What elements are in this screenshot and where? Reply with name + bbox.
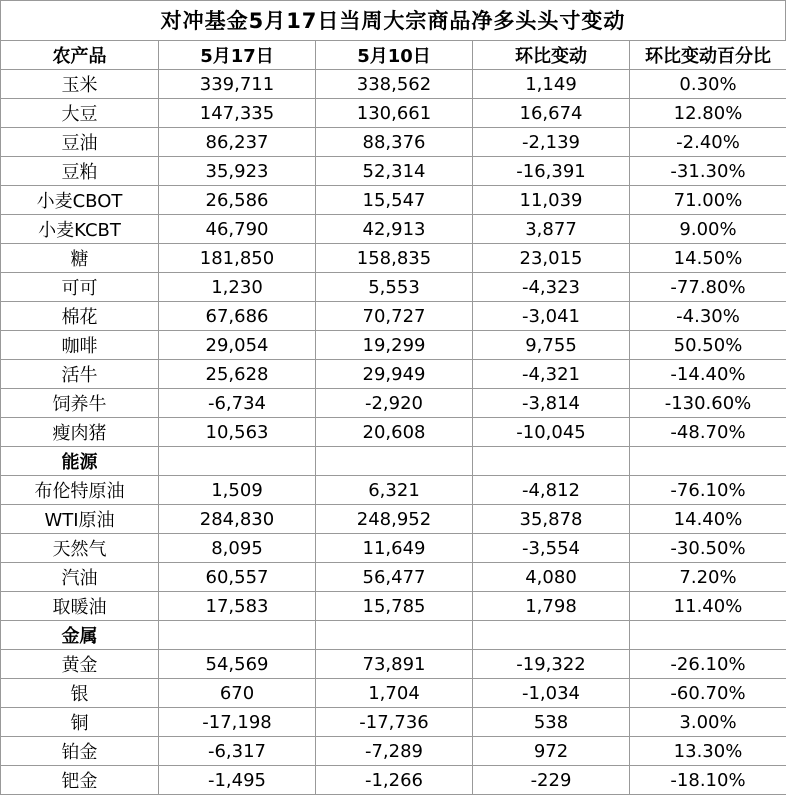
table-row [1,157,786,186]
table-row [1,592,786,621]
commodity-name: 布伦特原油 [1,476,159,505]
change-pct: -76.10% [630,476,786,505]
change-value: -2,139 [473,128,630,157]
change-value: 9,755 [473,331,630,360]
table-row [1,766,786,795]
change-value: 1,149 [473,70,630,99]
value-may10: -1,266 [316,766,473,795]
value-may10: 338,562 [316,70,473,99]
commodity-name: 糖 [1,244,159,273]
section-label: 能源 [1,447,159,476]
value-may10: 6,321 [316,476,473,505]
value-may17: 147,335 [159,99,316,128]
value-may17: 29,054 [159,331,316,360]
commodity-name: 棉花 [1,302,159,331]
section-label: 金属 [1,621,159,650]
commodity-name: 取暖油 [1,592,159,621]
value-may10: 88,376 [316,128,473,157]
section-row-energy [1,447,786,476]
header-category: 农产品 [1,41,159,70]
change-pct: -48.70% [630,418,786,447]
change-pct: 14.40% [630,505,786,534]
change-value: 4,080 [473,563,630,592]
value-may10: 73,891 [316,650,473,679]
value-may10: 15,547 [316,186,473,215]
table-row [1,215,786,244]
change-pct: -2.40% [630,128,786,157]
change-value: 538 [473,708,630,737]
value-may10: 29,949 [316,360,473,389]
change-value: 16,674 [473,99,630,128]
table-row [1,331,786,360]
change-value: -3,041 [473,302,630,331]
value-may17: 670 [159,679,316,708]
value-may10: 11,649 [316,534,473,563]
value-may10: 19,299 [316,331,473,360]
change-value: 23,015 [473,244,630,273]
table-row [1,273,786,302]
table-row [1,708,786,737]
table-row [1,418,786,447]
change-pct: -26.10% [630,650,786,679]
commodity-name: 咖啡 [1,331,159,360]
change-pct: 50.50% [630,331,786,360]
change-value: 35,878 [473,505,630,534]
change-value: -3,554 [473,534,630,563]
table-body [1,70,786,795]
value-may17: 35,923 [159,157,316,186]
table-row [1,505,786,534]
empty-cell [159,621,316,650]
value-may17: 17,583 [159,592,316,621]
change-pct: 11.40% [630,592,786,621]
value-may10: 130,661 [316,99,473,128]
value-may17: -17,198 [159,708,316,737]
change-pct: 7.20% [630,563,786,592]
change-pct: -18.10% [630,766,786,795]
commodity-name: 钯金 [1,766,159,795]
value-may10: 15,785 [316,592,473,621]
commodity-name: 大豆 [1,99,159,128]
table-row [1,99,786,128]
change-value: -10,045 [473,418,630,447]
commodity-name: 小麦CBOT [1,186,159,215]
change-value: 3,877 [473,215,630,244]
commodity-name: 玉米 [1,70,159,99]
commodity-name: 银 [1,679,159,708]
change-pct: 12.80% [630,99,786,128]
change-pct: 14.50% [630,244,786,273]
change-pct: -30.50% [630,534,786,563]
table-row [1,476,786,505]
value-may10: -2,920 [316,389,473,418]
commodity-positions-table [0,40,786,795]
change-value: -19,322 [473,650,630,679]
value-may10: 56,477 [316,563,473,592]
commodity-name: 瘦肉猪 [1,418,159,447]
value-may17: 60,557 [159,563,316,592]
commodity-name: 可可 [1,273,159,302]
value-may17: -6,317 [159,737,316,766]
value-may17: 10,563 [159,418,316,447]
table-row [1,650,786,679]
value-may10: 1,704 [316,679,473,708]
change-pct: -60.70% [630,679,786,708]
commodity-name: 黄金 [1,650,159,679]
value-may17: 339,711 [159,70,316,99]
commodity-name: 铜 [1,708,159,737]
change-pct: 13.30% [630,737,786,766]
value-may17: 54,569 [159,650,316,679]
value-may10: 248,952 [316,505,473,534]
change-pct: -31.30% [630,157,786,186]
change-pct: 71.00% [630,186,786,215]
change-value: 11,039 [473,186,630,215]
table-row [1,534,786,563]
table-title: 对冲基金5月17日当周大宗商品净多头头寸变动 [0,0,786,40]
value-may10: -7,289 [316,737,473,766]
value-may17: -1,495 [159,766,316,795]
header-row [1,41,786,70]
header-change-pct: 环比变动百分比 [630,41,786,70]
empty-cell [473,447,630,476]
value-may17: 8,095 [159,534,316,563]
table-row [1,679,786,708]
value-may17: 26,586 [159,186,316,215]
value-may17: 86,237 [159,128,316,157]
change-value: 1,798 [473,592,630,621]
header-change: 环比变动 [473,41,630,70]
value-may10: 42,913 [316,215,473,244]
commodity-name: 活牛 [1,360,159,389]
table-row [1,360,786,389]
change-pct: -130.60% [630,389,786,418]
commodity-name: 铂金 [1,737,159,766]
value-may10: -17,736 [316,708,473,737]
table-row [1,737,786,766]
empty-cell [159,447,316,476]
empty-cell [316,621,473,650]
section-row-metals [1,621,786,650]
empty-cell [630,621,786,650]
commodity-name: 豆粕 [1,157,159,186]
change-pct: -4.30% [630,302,786,331]
table-row [1,389,786,418]
change-pct: 0.30% [630,70,786,99]
table-row [1,563,786,592]
change-pct: -14.40% [630,360,786,389]
empty-cell [316,447,473,476]
change-value: 972 [473,737,630,766]
value-may17: 25,628 [159,360,316,389]
empty-cell [630,447,786,476]
commodity-name: WTI原油 [1,505,159,534]
value-may10: 70,727 [316,302,473,331]
commodity-name: 天然气 [1,534,159,563]
value-may17: 1,509 [159,476,316,505]
header-may10: 5月10日 [316,41,473,70]
change-value: -4,812 [473,476,630,505]
table-row [1,70,786,99]
value-may10: 5,553 [316,273,473,302]
change-value: -1,034 [473,679,630,708]
value-may10: 20,608 [316,418,473,447]
change-pct: 3.00% [630,708,786,737]
table-row [1,244,786,273]
change-value: -3,814 [473,389,630,418]
value-may17: -6,734 [159,389,316,418]
commodity-name: 豆油 [1,128,159,157]
commodity-name: 小麦KCBT [1,215,159,244]
empty-cell [473,621,630,650]
change-value: -4,321 [473,360,630,389]
change-value: -229 [473,766,630,795]
commodity-name: 饲养牛 [1,389,159,418]
value-may17: 284,830 [159,505,316,534]
value-may10: 158,835 [316,244,473,273]
table-row [1,186,786,215]
value-may10: 52,314 [316,157,473,186]
value-may17: 1,230 [159,273,316,302]
table-row [1,128,786,157]
value-may17: 46,790 [159,215,316,244]
change-value: -16,391 [473,157,630,186]
header-may17: 5月17日 [159,41,316,70]
value-may17: 67,686 [159,302,316,331]
change-pct: -77.80% [630,273,786,302]
change-pct: 9.00% [630,215,786,244]
value-may17: 181,850 [159,244,316,273]
change-value: -4,323 [473,273,630,302]
table-row [1,302,786,331]
commodity-name: 汽油 [1,563,159,592]
